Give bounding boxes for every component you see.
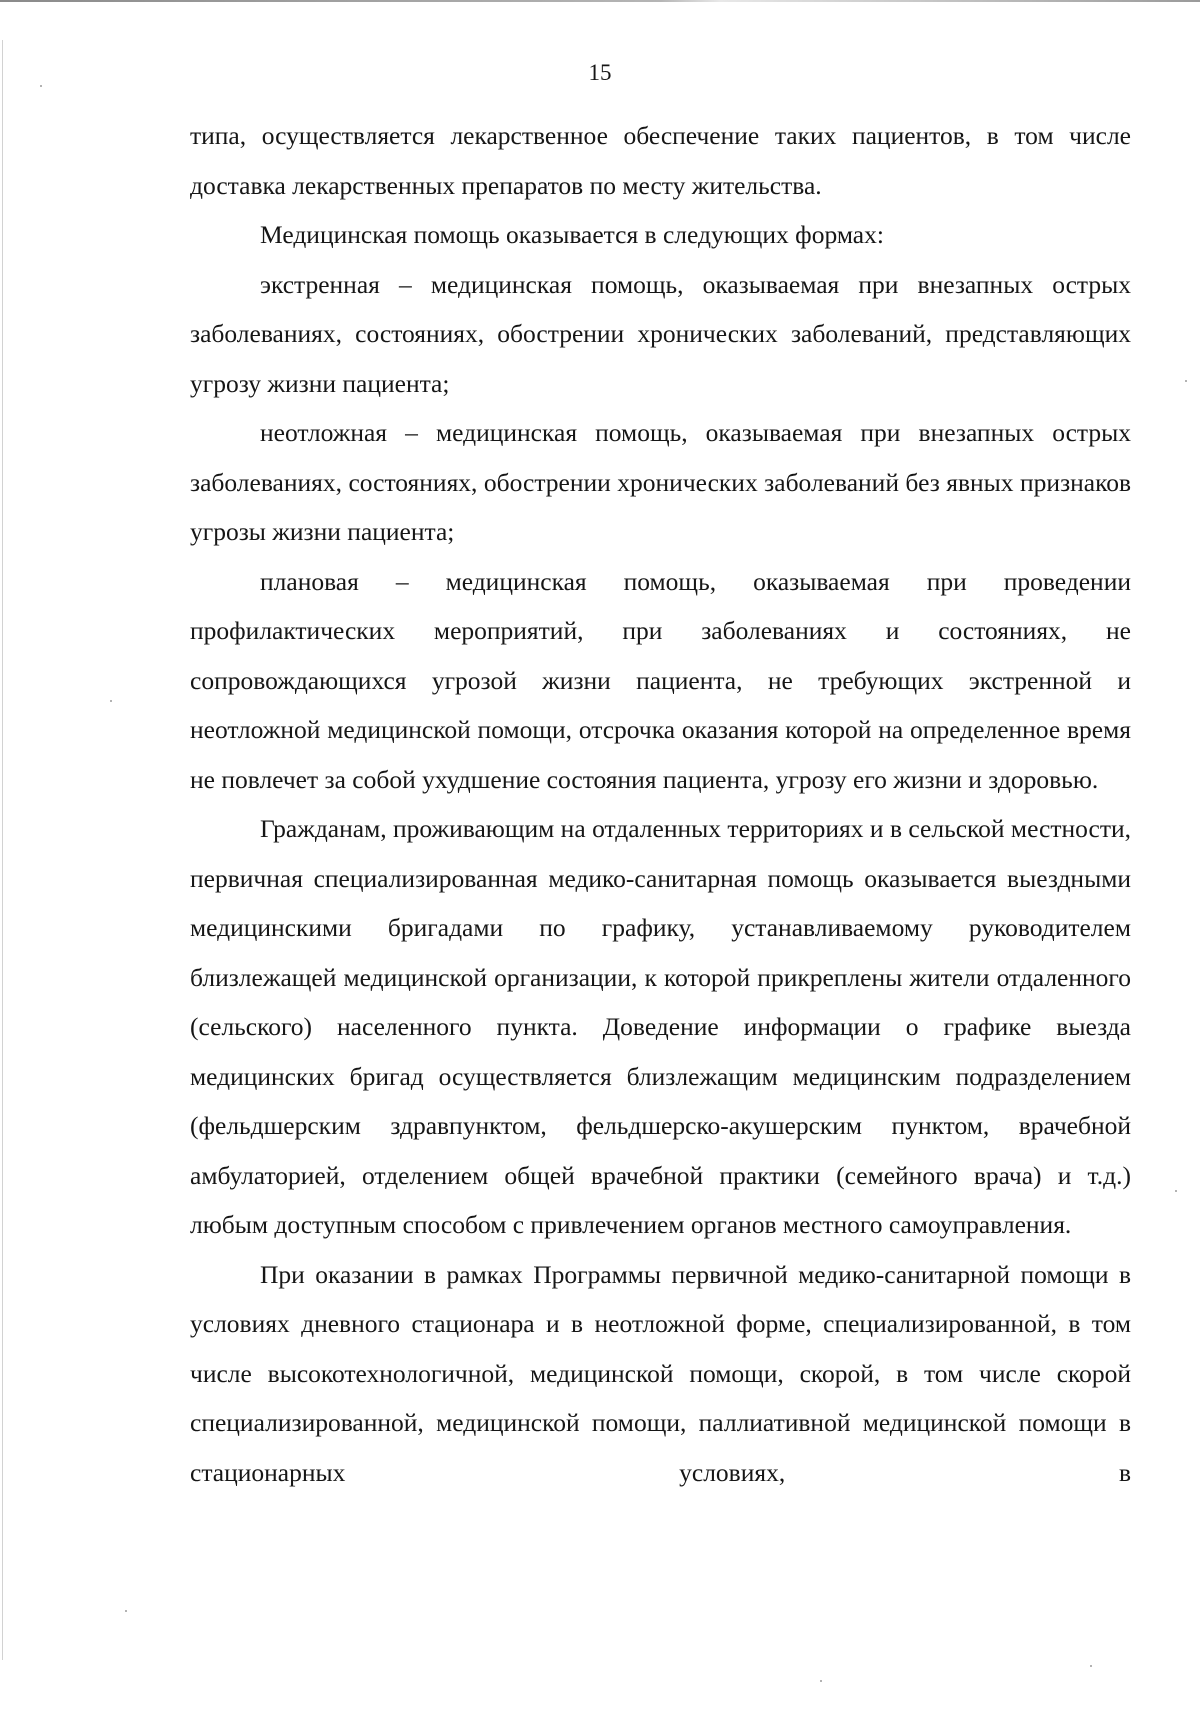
scan-speck [820, 1680, 822, 1682]
paragraph-emergency-form: экстренная – медицинская помощь, оказываемая при внезапных острых заболеваниях, состояниях, обострении хронических заболеваний, представляющих угрозу жизни пациента; [190, 269, 1131, 398]
scan-speck [110, 700, 112, 702]
paragraph-continuation: типа, осуществляется лекарственное обеспечение таких пациентов, в том числе доставка лекарственных препаратов по месту жительства. [190, 121, 1131, 200]
document-body [190, 111, 1131, 1497]
scan-speck [1185, 380, 1187, 382]
scan-edge-left [2, 40, 3, 1660]
paragraph-remote-territories: Гражданам, проживающим на отдаленных территориях и в сельской местности, первичная специализированная медико-санитарная помощь оказывается выездными медицинскими бригадами по графику, устанавливаемому руководителем близлежащей медицинской организации, к которой прикреплены жители отдаленного (сельского) населенного пункта. Доведение информации о графике выезда медицинских бригад осуществляется близлежащим медицинским подразделением (фельдшерским здравпунктом, фельдшерско-акушерским пунктом, врачебной амбулаторией, отделением общей врачебной практики (семейного врача) и т.д.) любым доступным способом с привлечением органов местного самоуправления. [190, 814, 1131, 1239]
scan-speck [125, 1610, 127, 1612]
paragraph-urgent-form: неотложная – медицинская помощь, оказываемая при внезапных острых заболеваниях, состояниях, обострении хронических заболеваний без явных признаков угрозы жизни пациента; [190, 418, 1131, 546]
scan-speck [1175, 1190, 1177, 1192]
page-number: 15 [588, 60, 612, 85]
paragraph-forms-intro: Медицинская помощь оказывается в следующих формах: [260, 220, 884, 249]
scan-speck [40, 85, 42, 87]
paragraph-planned-form: плановая – медицинская помощь, оказываемая при проведении профилактических мероприятий, при заболеваниях и состояниях, не сопровождающихся угрозой жизни пациента, не требующих экстренной и неотложной медицинской помощи, отсрочка оказания которой на определенное время не повлечет за собой ухудшение состояния пациента, угрозу его жизни и здоровью. [190, 566, 1131, 794]
scan-edge-top [0, 0, 1200, 2]
scan-speck [1090, 1665, 1092, 1667]
paragraph-program-care: При оказании в рамках Программы первичной медико-санитарной помощи в условиях дневного стационара и в неотложной форме, специализированной, в том числе высокотехнологичной, медицинской помощи, скорой, в том числе скорой специализированной, медицинской помощи, паллиативной медицинской помощи в стационарных условиях, в [190, 1259, 1131, 1487]
